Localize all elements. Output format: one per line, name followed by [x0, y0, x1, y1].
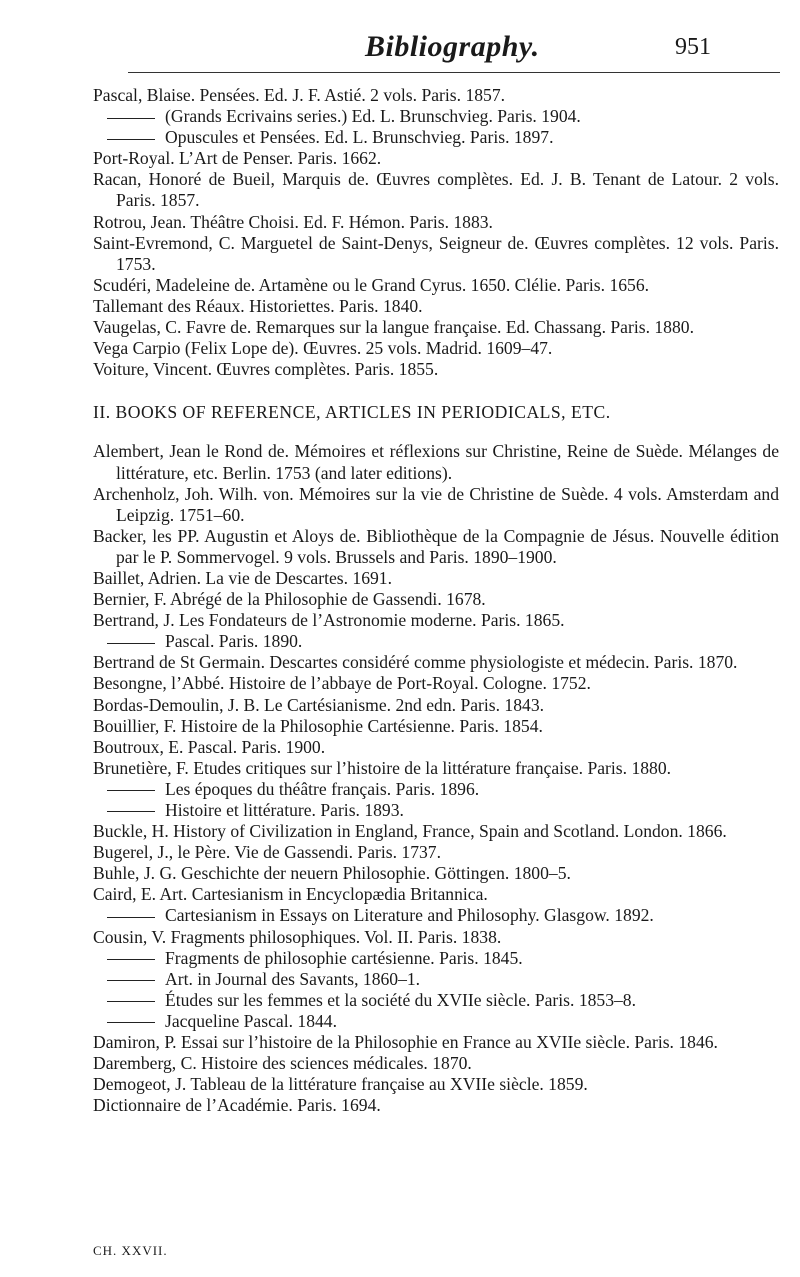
bibliography-entry: [93, 484, 779, 526]
entry-text: Pascal. Paris. 1890.: [165, 631, 303, 652]
bibliography-entry: [93, 673, 779, 694]
entry-text: Archenholz, Joh. Wilh. von. Mémoires sur la vie de Christine de Suède. 4 vols. Amsterdam and Leipzig. 1751–60.: [93, 483, 779, 525]
bibliography-entry: [93, 716, 779, 737]
entry-text: Racan, Honoré de Bueil, Marquis de. Œuvres complètes. Ed. J. B. Tenant de Latour. 2 vols. Paris. 1857.: [93, 169, 779, 211]
entry-text: Saint-Evremond, C. Marguetel de Saint-Denys, Seigneur de. Œuvres complètes. 12 vols. Paris. 1753.: [93, 232, 779, 274]
bibliography-entry: [93, 737, 779, 758]
bibliography-entry: [93, 610, 779, 631]
running-title: Bibliography.: [365, 30, 540, 63]
entry-text: Tallemant des Réaux. Historiettes. Paris. 1840.: [93, 295, 423, 316]
entry-text: Daremberg, C. Histoire des sciences médicales. 1870.: [93, 1053, 472, 1074]
bibliography-entry: [93, 905, 779, 926]
chapter-signature: CH. XXVII.: [93, 1243, 168, 1258]
entry-text: Pascal, Blaise. Pensées. Ed. J. F. Astié. 2 vols. Paris. 1857.: [93, 85, 506, 105]
bibliography-entry: [93, 359, 779, 380]
ditto-dash: [107, 959, 155, 960]
entry-text: Dictionnaire de l’Académie. Paris. 1694.: [93, 1095, 381, 1116]
bibliography-list-part-1: [93, 85, 779, 380]
entry-text: Scudéri, Madeleine de. Artamène ou le Grand Cyrus. 1650. Clélie. Paris. 1656.: [93, 274, 650, 295]
bibliography-entry: [93, 842, 779, 863]
bibliography-list-part-2: [93, 441, 779, 1116]
bibliography-entry: [93, 568, 779, 589]
entry-text: Rotrou, Jean. Théâtre Choisi. Ed. F. Hémon. Paris. 1883.: [93, 211, 493, 232]
header-rule: [128, 72, 780, 73]
entry-text: Bordas-Demoulin, J. B. Le Cartésianisme. 2nd edn. Paris. 1843.: [93, 694, 545, 715]
bibliography-entry: [93, 1032, 779, 1053]
entry-text: Cousin, V. Fragments philosophiques. Vol. II. Paris. 1838.: [93, 926, 502, 947]
bibliography-entry: [93, 233, 779, 275]
bibliography-entry: [93, 1053, 779, 1074]
entry-text: Bouillier, F. Histoire de la Philosophie Cartésienne. Paris. 1854.: [93, 715, 543, 736]
entry-text: Buckle, H. History of Civilization in England, France, Spain and Scotland. London. 1866.: [93, 821, 727, 842]
entry-text: Demogeot, J. Tableau de la littérature française au XVIIe siècle. 1859.: [93, 1074, 588, 1095]
ditto-dash: [107, 643, 155, 644]
bibliography-entry: [93, 948, 779, 969]
bibliography-entry: [93, 652, 779, 673]
ditto-dash: [107, 118, 155, 119]
bibliography-entry: [93, 990, 779, 1011]
bibliography-entry: [93, 821, 779, 842]
entry-text: Histoire et littérature. Paris. 1893.: [165, 800, 404, 820]
ditto-dash: [107, 139, 155, 140]
bibliography-entry: [93, 526, 779, 568]
bibliography-entry: [93, 317, 779, 338]
entry-text: Port-Royal. L’Art de Penser. Paris. 1662.: [93, 148, 382, 169]
entry-text: Études sur les femmes et la société du XVIIe siècle. Paris. 1853–8.: [165, 989, 636, 1010]
entry-text: Boutroux, E. Pascal. Paris. 1900.: [93, 736, 326, 757]
entry-text: Vaugelas, C. Favre de. Remarques sur la langue française. Ed. Chassang. Paris. 1880.: [93, 317, 694, 338]
bibliography-entry: [93, 338, 779, 359]
bibliography-entry: [93, 779, 779, 800]
bibliography-entry: [93, 695, 779, 716]
entry-text: Les époques du théâtre français. Paris. 1896.: [165, 778, 480, 799]
running-head: [0, 30, 800, 70]
bibliography-entry: [93, 884, 779, 905]
entry-text: Caird, E. Art. Cartesianism in Encyclopædia Britannica.: [93, 884, 488, 905]
entry-text: Alembert, Jean le Rond de. Mémoires et réflexions sur Christine, Reine de Suède. Mélanges de littérature, etc. Berlin. 1753 (and later editions).: [93, 441, 779, 483]
bibliography-entry: [93, 169, 779, 211]
entry-text: Baillet, Adrien. La vie de Descartes. 1691.: [93, 567, 392, 588]
entry-text: Cartesianism in Essays on Literature and Philosophy. Glasgow. 1892.: [165, 905, 654, 926]
bibliography-body: [93, 85, 779, 1116]
entry-text: Bugerel, J., le Père. Vie de Gassendi. Paris. 1737.: [93, 842, 441, 863]
entry-text: Buhle, J. G. Geschichte der neuern Philosophie. Göttingen. 1800–5.: [93, 863, 571, 884]
bibliography-entry: [93, 85, 779, 106]
bibliography-entry: [93, 275, 779, 296]
ditto-dash: [107, 1001, 155, 1002]
entry-text: (Grands Ecrivains series.) Ed. L. Brunschvieg. Paris. 1904.: [165, 106, 581, 127]
bibliography-entry: [93, 969, 779, 990]
entry-text: Besongne, l’Abbé. Histoire de l’abbaye de Port-Royal. Cologne. 1752.: [93, 673, 591, 694]
entry-text: Bertrand de St Germain. Descartes considéré comme physiologiste et médecin. Paris. 1870.: [93, 652, 738, 673]
ditto-dash: [107, 980, 155, 981]
page-number: 951: [675, 34, 711, 60]
bibliography-entry: [93, 441, 779, 483]
section-heading: II. BOOKS OF REFERENCE, ARTICLES IN PERIODICALS, ETC.: [93, 402, 611, 423]
bibliography-entry: [93, 1074, 779, 1095]
entry-text: Art. in Journal des Savants, 1860–1.: [165, 968, 421, 989]
bibliography-entry: [93, 106, 779, 127]
bibliography-entry: [93, 927, 779, 948]
ditto-dash: [107, 917, 155, 918]
ditto-dash: [107, 1022, 155, 1023]
bibliography-entry: [93, 127, 779, 148]
bibliography-entry: [93, 800, 779, 821]
entry-text: Bernier, F. Abrégé de la Philosophie de Gassendi. 1678.: [93, 589, 486, 610]
entry-text: Damiron, P. Essai sur l’histoire de la Philosophie en France au XVIIe siècle. Paris. 1846.: [93, 1032, 718, 1053]
ditto-dash: [107, 790, 155, 791]
entry-text: Jacqueline Pascal. 1844.: [165, 1010, 337, 1031]
bibliography-entry: [93, 758, 779, 779]
entry-text: Vega Carpio (Felix Lope de). Œuvres. 25 vols. Madrid. 1609–47.: [93, 338, 553, 359]
entry-text: Voiture, Vincent. Œuvres complètes. Paris. 1855.: [93, 359, 439, 380]
entry-text: Fragments de philosophie cartésienne. Paris. 1845.: [165, 947, 523, 968]
ditto-dash: [107, 811, 155, 812]
bibliography-entry: [93, 589, 779, 610]
bibliography-entry: [93, 296, 779, 317]
bibliography-entry: [93, 1095, 779, 1116]
entry-text: Backer, les PP. Augustin et Aloys de. Bibliothèque de la Compagnie de Jésus. Nouvelle édition par le P. Sommervogel. 9 vols. Brussels and Paris. 1890–1900.: [93, 525, 779, 567]
entry-text: Brunetière, F. Etudes critiques sur l’histoire de la littérature française. Paris. 1880.: [93, 757, 672, 778]
entry-text: Bertrand, J. Les Fondateurs de l’Astronomie moderne. Paris. 1865.: [93, 610, 565, 631]
bibliography-entry: [93, 631, 779, 652]
bibliography-entry: [93, 863, 779, 884]
bibliography-entry: [93, 212, 779, 233]
bibliography-entry: [93, 1011, 779, 1032]
bibliography-entry: [93, 148, 779, 169]
entry-text: Opuscules et Pensées. Ed. L. Brunschvieg. Paris. 1897.: [165, 127, 554, 148]
